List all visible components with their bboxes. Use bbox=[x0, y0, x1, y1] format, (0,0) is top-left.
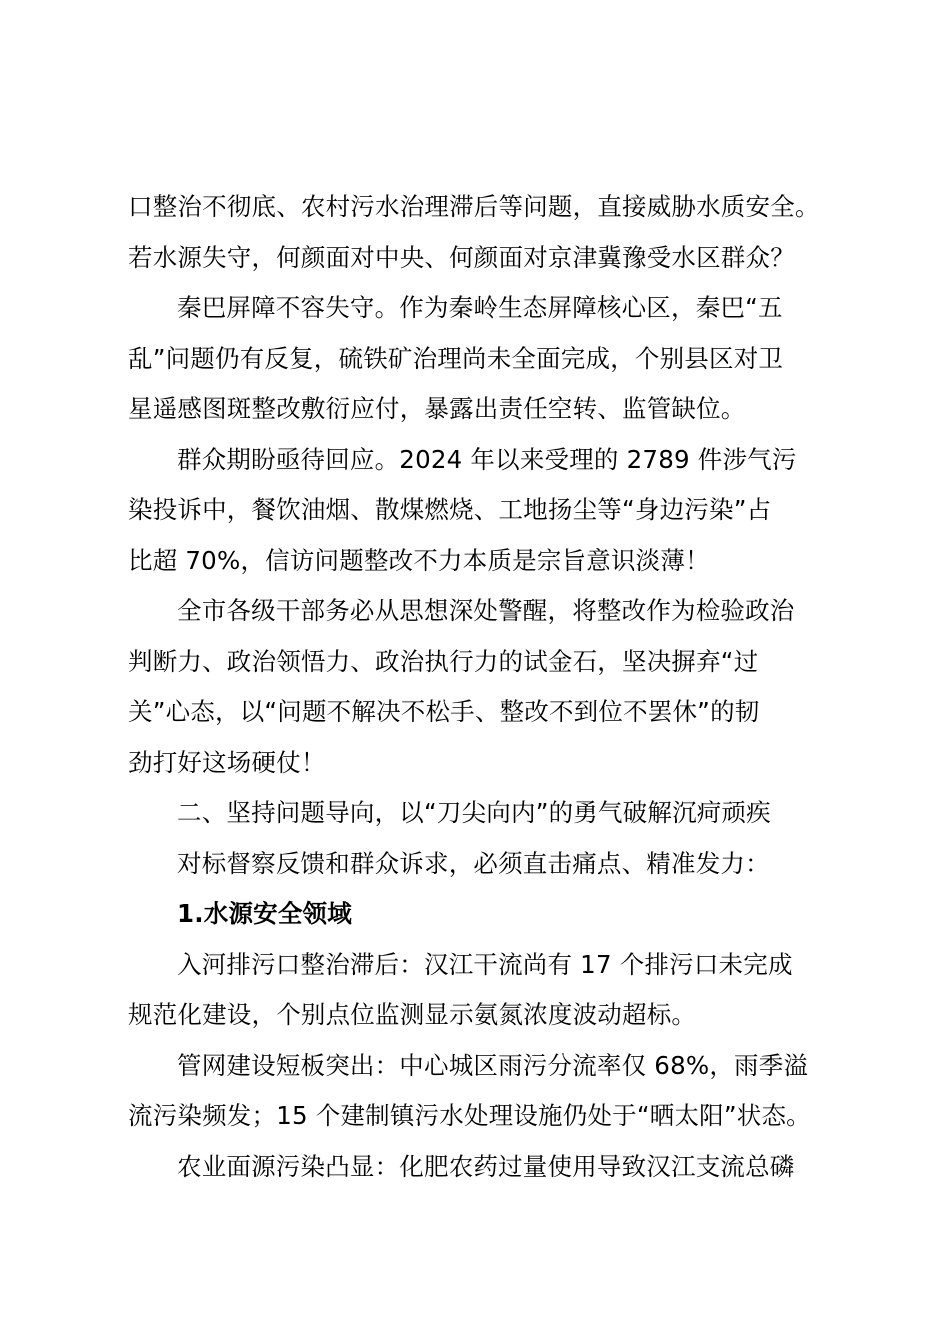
paragraph-start: 对标督察反馈和群众诉求，必须直击痛点、精准发力： bbox=[177, 848, 770, 878]
text-line: 若水源失守，何颜面对中央、何颜面对京津冀豫受水区群众？ bbox=[128, 242, 795, 272]
text-line: 规范化建设，个别点位监测显示氨氮浓度波动超标。 bbox=[128, 1000, 697, 1029]
text-line: 劲打好这场硬仗！ bbox=[128, 747, 326, 777]
text-line: 星遥感图斑整改敷衍应付，暴露出责任空转、监管缺位。 bbox=[128, 394, 746, 423]
paragraph-start: 秦巴屏障不容失守。作为秦岭生态屏障核心区，秦巴“五 bbox=[177, 293, 783, 322]
paragraph-start: 全市各级干部务必从思想深处警醒，将整改作为检验政治 bbox=[177, 596, 795, 625]
text-line: 判断力、政治领悟力、政治执行力的试金石，坚决摒弃“过 bbox=[128, 646, 759, 676]
paragraph-start: 入河排污口整治滞后：汉江干流尚有 17 个排污口未完成 bbox=[177, 949, 793, 979]
subsection-heading: 1.水源安全领域 bbox=[177, 899, 352, 928]
section-heading: 二、坚持问题导向，以“刀尖向内”的勇气破解沉疴顽疾 bbox=[177, 798, 771, 827]
text-line: 关”心态，以“问题不解决不松手、整改不到位不罢休”的韧 bbox=[128, 697, 760, 726]
text-line: 染投诉中，餐饮油烟、散煤燃烧、工地扬尘等“身边污染”占 bbox=[128, 495, 772, 524]
document-body bbox=[128, 182, 838, 1192]
paragraph-start: 群众期盼亟待回应。2024 年以来受理的 2789 件涉气污 bbox=[177, 444, 797, 474]
paragraph-start: 管网建设短板突出：中心城区雨污分流率仅 68%，雨季溢 bbox=[177, 1050, 809, 1080]
text-line: 乱”问题仍有反复，硫铁矿治理尚未全面完成，个别县区对卫 bbox=[128, 343, 784, 373]
text-line: 比超 70%，信访问题整改不力本质是宗旨意识淡薄！ bbox=[128, 545, 710, 575]
text-line: 流污染频发；15 个建制镇污水处理设施仍处于“晒太阳”状态。 bbox=[128, 1101, 811, 1130]
paragraph-start: 农业面源污染凸显：化肥农药过量使用导致汉江支流总磷 bbox=[177, 1151, 795, 1181]
text-line: 口整治不彻底、农村污水治理滞后等问题，直接威胁水质安全。 bbox=[128, 192, 820, 221]
